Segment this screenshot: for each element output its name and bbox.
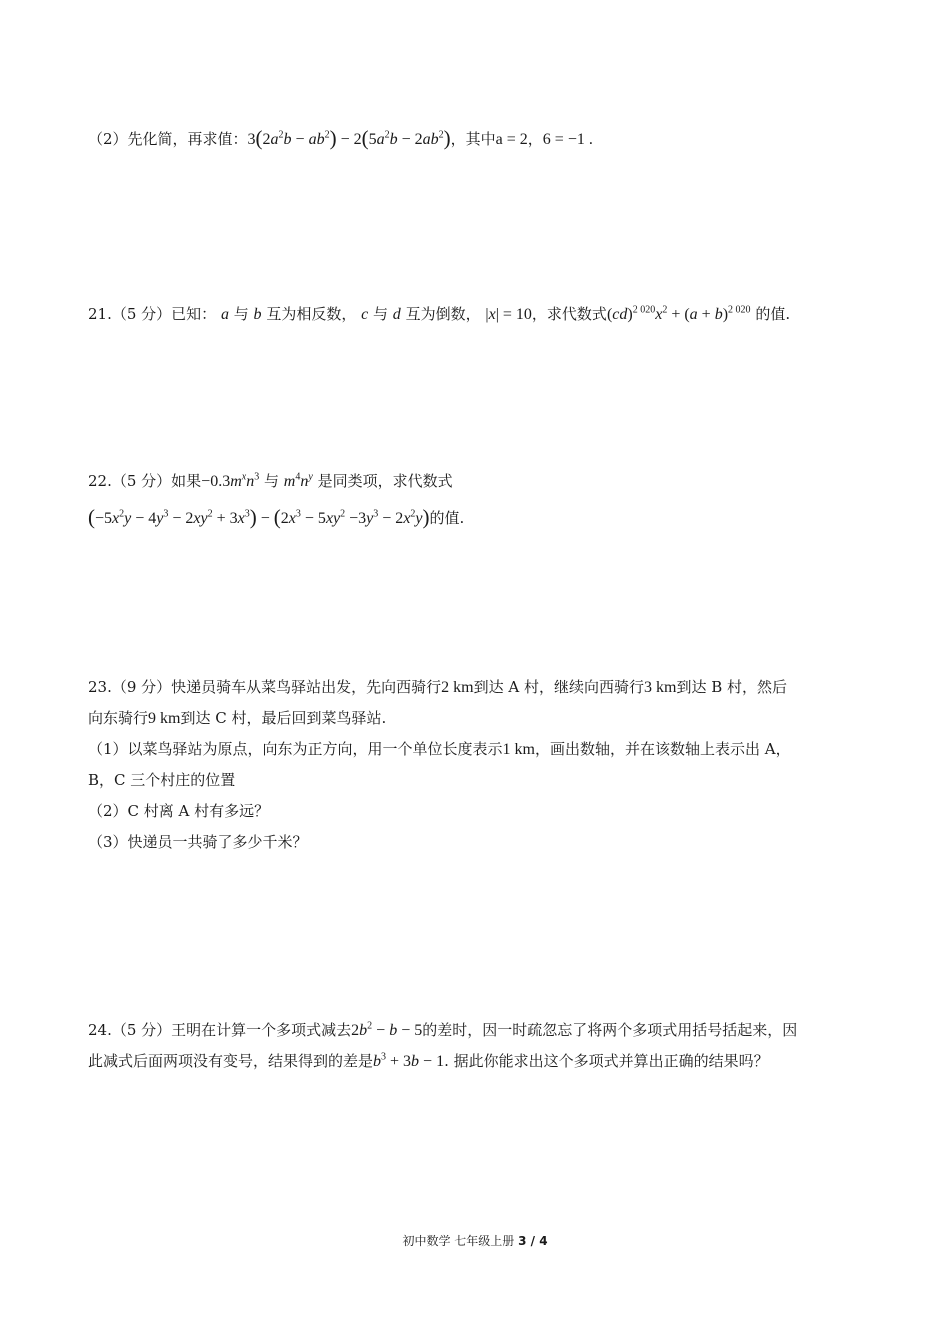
page-footer [0,1232,950,1249]
q22-line1 [88,470,453,493]
q20-part2-mid: ，其中 [450,130,496,148]
q23-unit-1km: 1 km [502,741,535,758]
q22-suffix: 的值. [429,509,465,527]
q20-b-condition: 6 = −1 . [542,131,593,148]
q21-var-c: c [361,306,369,323]
q21-t4: 互为倒数， [405,305,481,323]
q24-wrong-result: $b^3 + 3b - 1$ [373,1051,445,1070]
q24-subtrahend: $2b^2 - b - 5$ [351,1020,423,1039]
q23-line1 [88,676,787,699]
q21-var-d: d [392,306,401,323]
q23-dist-9km: 9 km [148,710,181,727]
q20-a-condition: a = 2 [495,131,528,148]
q23-dist-2km: 2 km [441,679,474,696]
q23-line1a: 23.（9 分）快递员骑车从菜鸟驿站出发，先向西骑行 [88,678,442,696]
q21-t5: ，求代数式 [531,305,607,323]
q23-line6: （3）快递员一共骑了多少千米？ [88,833,308,851]
q20-part2-prefix: （2）先化简，再求值： [88,130,248,148]
q22-mid2: 是同类项，求代数式 [317,472,453,490]
q20-part2-line [88,128,593,151]
q24-line1b: 的差时，因一时疏忽忘了将两个多项式用括号括起来，因 [422,1021,798,1039]
q23-line3 [88,738,791,761]
q22-expression: $(-5x^2y - 4y^3 - 2xy^2 + 3x^3) - (2x^3 - 5xy^2 -3y^3 - 2x^2y)$ [88,505,430,529]
q21-var-b: b [253,306,262,323]
q21-prefix: 21.（5 分）已知： [88,305,217,323]
q23-line1e: 到达 B 村，然后 [676,678,788,696]
page-number: 3 / 4 [518,1234,548,1248]
q20-sep: ， [527,130,543,148]
q21-expression: $(cd)^{2 020}x^2 + (a + b)^{2 020}$ [606,304,751,323]
q23-line5: （2）C 村离 A 村有多远？ [88,802,270,820]
q21-t3: 与 [373,305,389,323]
q22-line2 [88,507,464,530]
q22-prefix: 22.（5 分）如果 [88,472,202,490]
q23-line2 [88,707,386,730]
footer-label: 初中数学 七年级上册 [402,1234,515,1248]
q24-line1 [88,1019,797,1042]
q21-t1: 与 [233,305,249,323]
q22-term1: $-0.3m^xn^3$ [201,471,260,490]
q24-line1a: 24.（5 分）王明在计算一个多项式减去 [88,1021,352,1039]
q21-var-a: a [220,306,229,323]
q23-line1c: 到达 A 村，继续向西骑行 [473,678,644,696]
q24-line2 [88,1050,769,1073]
q21-line [88,303,790,326]
q23-line2c: 到达 C 村，最后回到菜鸟驿站. [180,709,387,727]
q23-line2a: 向东骑行 [88,709,149,727]
q23-dist-3km: 3 km [644,679,677,696]
q24-line2b: . 据此你能求出这个多项式并算出正确的结果吗？ [444,1052,769,1070]
q21-abs-x: |x| = 10 [485,306,532,323]
q22-mid1: 与 [264,472,280,490]
q20-expression: $3(2a^2b - ab^2) - 2(5a^2b - 2ab^2)$ [247,126,451,150]
q22-term2: $m^4n^y$ [283,471,313,490]
q21-suffix: 的值. [755,305,791,323]
q24-line2a: 此减式后面两项没有变号，结果得到的差是 [88,1052,374,1070]
q21-t2: 互为相反数， [266,305,357,323]
q23-line3a: （1）以菜鸟驿站为原点，向东为正方向，用一个单位长度表示 [88,740,503,758]
q23-line4: B，C 三个村庄的位置 [88,771,236,789]
q23-line3c: ，画出数轴，并在该数轴上表示出 A， [535,740,791,758]
